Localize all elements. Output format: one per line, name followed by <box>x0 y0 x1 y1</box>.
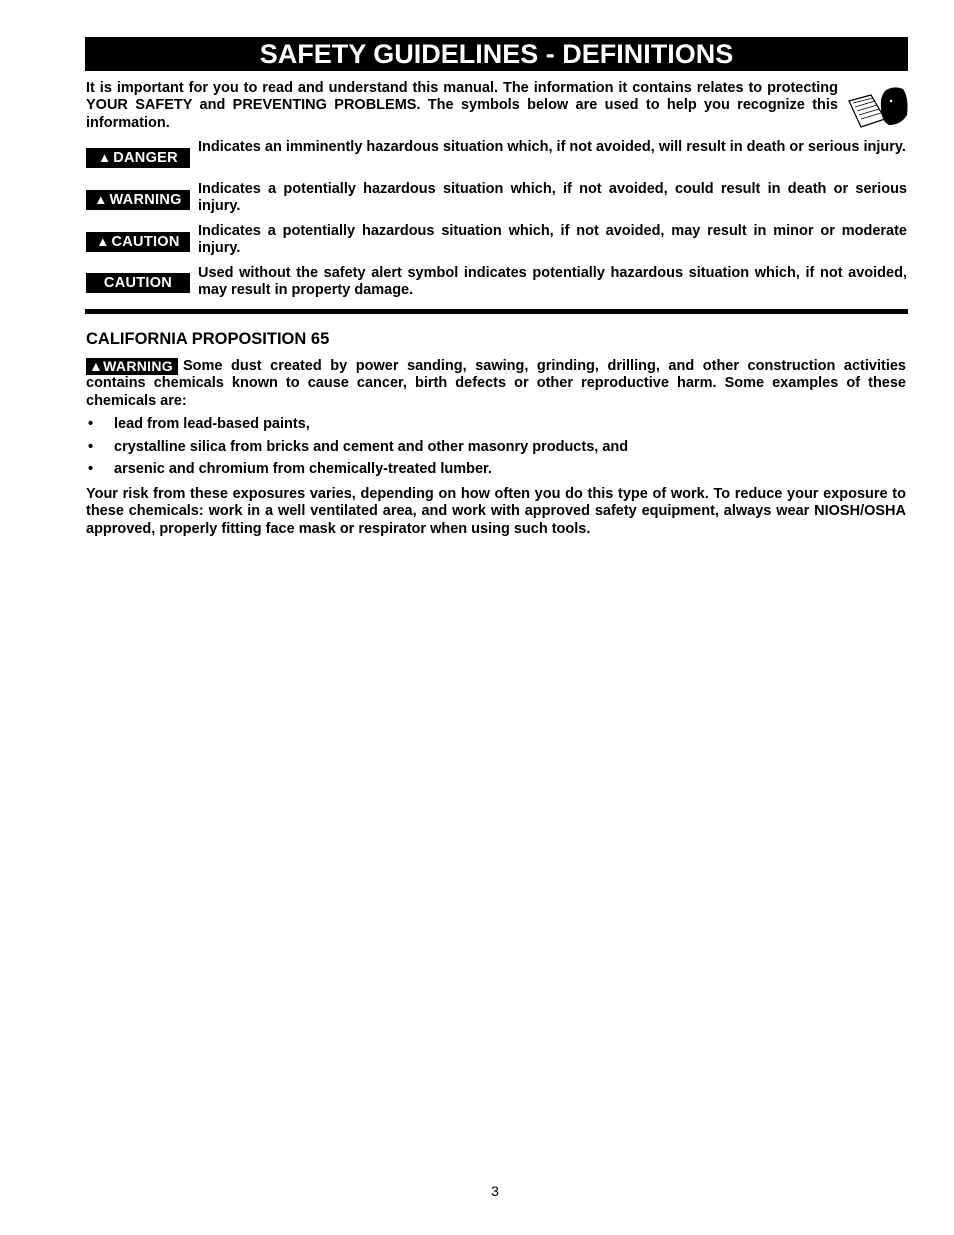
alert-triangle-icon: ▲ <box>98 150 112 165</box>
chemical-list <box>86 416 906 484</box>
list-item: • lead from lead-based paints, <box>88 416 310 432</box>
page-number: 3 <box>491 1183 499 1199</box>
bullet-icon: • <box>88 461 94 477</box>
read-manual-icon <box>845 85 909 135</box>
bullet-icon: • <box>88 438 94 455</box>
definition-text: Indicates an imminently hazardous situation which, if not avoided, will result in death or serious injury. <box>198 139 906 155</box>
caution-badge: ▲ CAUTION <box>86 232 190 252</box>
page-title: SAFETY GUIDELINES - DEFINITIONS <box>85 37 908 71</box>
bullet-icon: • <box>88 416 94 432</box>
warning-badge: ▲WARNING <box>86 358 178 375</box>
danger-badge: ▲ DANGER <box>86 148 190 168</box>
closing-paragraph: Your risk from these exposures varies, depending on how often you do this type of work. To reduce your exposure to these chemicals: work in a well ventilated area, and work with approved safety equipment, always wear NIOSH/OSHA approved, properly fitting face mask or respirator when using such tools. <box>86 486 906 537</box>
alert-triangle-icon: ▲ <box>89 358 104 374</box>
list-item: • crystalline silica from bricks and cement and other masonry products, and <box>88 438 629 455</box>
caution-badge: CAUTION <box>86 273 190 293</box>
definition-text: Used without the safety alert symbol indicates potentially hazardous situation which, if not avoided, may result in property damage. <box>198 265 907 299</box>
section-divider <box>85 309 908 314</box>
alert-triangle-icon: ▲ <box>96 234 110 249</box>
list-item: • arsenic and chromium from chemically-treated lumber. <box>88 461 492 477</box>
prop65-paragraph <box>86 358 906 410</box>
section-title: CALIFORNIA PROPOSITION 65 <box>86 330 330 348</box>
intro-paragraph: It is important for you to read and understand this manual. The information it contains relates to protecting YOUR SAFETY and PREVENTING PROBLEMS. The symbols below are used to help you recognize this information. <box>86 80 838 131</box>
warning-badge: ▲ WARNING <box>86 190 190 210</box>
definition-text: Indicates a potentially hazardous situation which, if not avoided, could result in death or serious injury. <box>198 181 907 215</box>
prop65-text: Some dust created by power sanding, sawing, grinding, drilling, and other construction activities contains chemicals known to cause cancer, birth defects or other reproductive harm. Some examples of these chemicals are: <box>86 358 906 409</box>
alert-triangle-icon: ▲ <box>94 192 108 207</box>
definition-text: Indicates a potentially hazardous situation which, if not avoided, may result in minor or moderate injury. <box>198 223 907 257</box>
